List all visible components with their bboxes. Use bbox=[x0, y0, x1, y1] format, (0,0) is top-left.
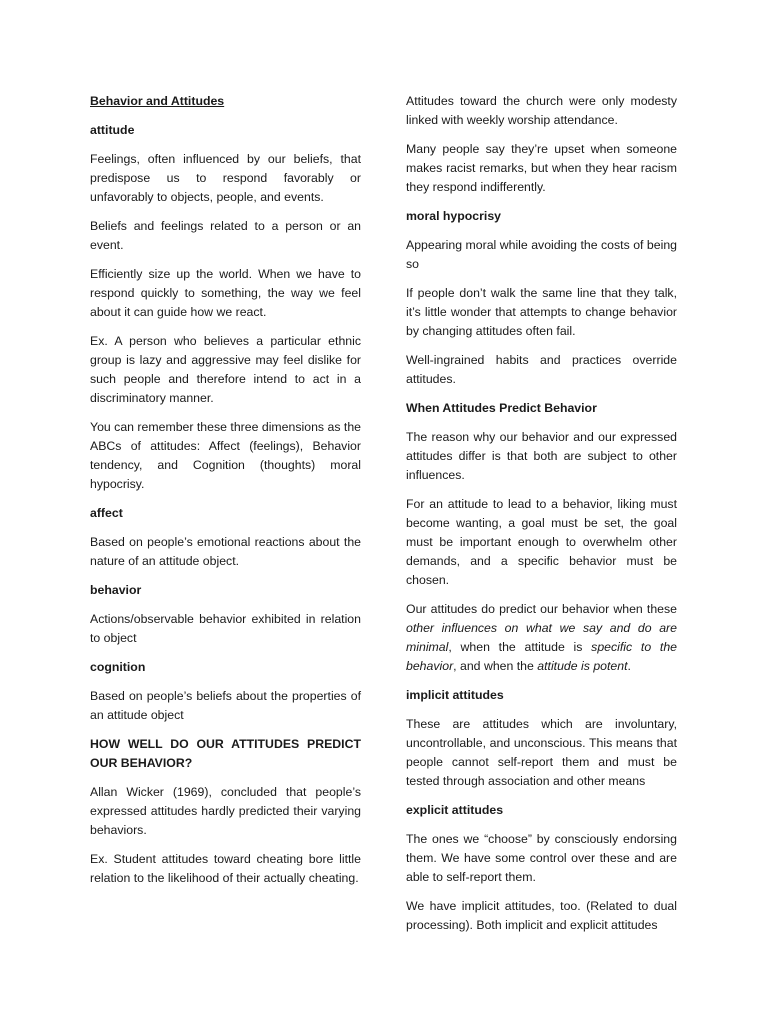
heading-when-attitudes-predict: When Attitudes Predict Behavior bbox=[406, 401, 597, 415]
paragraph: We have implicit attitudes, too. (Related to dual processing). Both implicit and explicit attitudes bbox=[406, 899, 677, 932]
paragraph: Efficiently size up the world. When we have to respond quickly to something, the way we feel about it can guide how we react. bbox=[90, 267, 361, 319]
heading-affect: affect bbox=[90, 506, 123, 520]
text-run: , and when the bbox=[453, 659, 538, 673]
paragraph: If people don’t walk the same line that they talk, it’s little wonder that attempts to change behavior by changing attitudes often fail. bbox=[406, 286, 677, 338]
paragraph: Appearing moral while avoiding the costs of being so bbox=[406, 238, 677, 271]
italic-text: attitude is potent bbox=[537, 659, 628, 673]
left-column bbox=[90, 92, 361, 898]
heading-moral-hypocrisy: moral hypocrisy bbox=[406, 209, 501, 223]
paragraph: Feelings, often influenced by our beliefs, that predispose us to respond favorably or unfavorably to objects, people, and events. bbox=[90, 152, 361, 204]
text-run: . bbox=[627, 659, 631, 673]
paragraph: Ex. Student attitudes toward cheating bore little relation to the likelihood of their actually cheating. bbox=[90, 852, 361, 885]
paragraph: These are attitudes which are involuntary, uncontrollable, and unconscious. This means that people cannot self-report them and must be tested through association and other means bbox=[406, 717, 677, 788]
paragraph: Based on people’s beliefs about the properties of an attitude object bbox=[90, 689, 361, 722]
heading-behavior: behavior bbox=[90, 583, 142, 597]
italic-text: other influences on what we say and do are minimal bbox=[406, 621, 677, 654]
heading-implicit-attitudes: implicit attitudes bbox=[406, 688, 504, 702]
paragraph: Based on people’s emotional reactions about the nature of an attitude object. bbox=[90, 535, 361, 568]
paragraph: Well-ingrained habits and practices override attitudes. bbox=[406, 353, 677, 386]
paragraph: For an attitude to lead to a behavior, liking must become wanting, a goal must be set, the goal must be important enough to overwhelm other demands, and a specific behavior must be chosen. bbox=[406, 497, 677, 587]
heading-attitude: attitude bbox=[90, 123, 135, 137]
italic-text: specific to the behavior bbox=[406, 640, 677, 673]
text-run: Our attitudes do predict our behavior when these bbox=[406, 602, 677, 616]
paragraph: Attitudes toward the church were only modesty linked with weekly worship attendance. bbox=[406, 94, 677, 127]
paragraph: Many people say they’re upset when someone makes racist remarks, but when they hear racism they respond indifferently. bbox=[406, 142, 677, 194]
paragraph: Ex. A person who believes a particular ethnic group is lazy and aggressive may feel dislike for such people and therefore intend to act in a discriminatory manner. bbox=[90, 334, 361, 405]
right-column bbox=[406, 92, 677, 945]
heading-explicit-attitudes: explicit attitudes bbox=[406, 803, 504, 817]
paragraph: Beliefs and feelings related to a person or an event. bbox=[90, 219, 361, 252]
document-title: Behavior and Attitudes bbox=[90, 94, 225, 108]
paragraph: The ones we “choose” by consciously endorsing them. We have some control over these and are able to self-report them. bbox=[406, 832, 677, 884]
heading-cognition: cognition bbox=[90, 660, 146, 674]
text-run: , when the attitude is bbox=[448, 640, 592, 654]
paragraph: The reason why our behavior and our expressed attitudes differ is that both are subject to other influences. bbox=[406, 430, 677, 482]
paragraph: Actions/observable behavior exhibited in relation to object bbox=[90, 612, 361, 645]
paragraph: You can remember these three dimensions as the ABCs of attitudes: Affect (feelings), Behavior tendency, and Cognition (thoughts) moral hypocrisy. bbox=[90, 420, 361, 491]
paragraph: Allan Wicker (1969), concluded that people’s expressed attitudes hardly predicted their varying behaviors. bbox=[90, 785, 361, 837]
paragraph bbox=[406, 600, 677, 676]
heading-predict: HOW WELL DO OUR ATTITUDES PREDICT OUR BEHAVIOR? bbox=[90, 737, 361, 770]
